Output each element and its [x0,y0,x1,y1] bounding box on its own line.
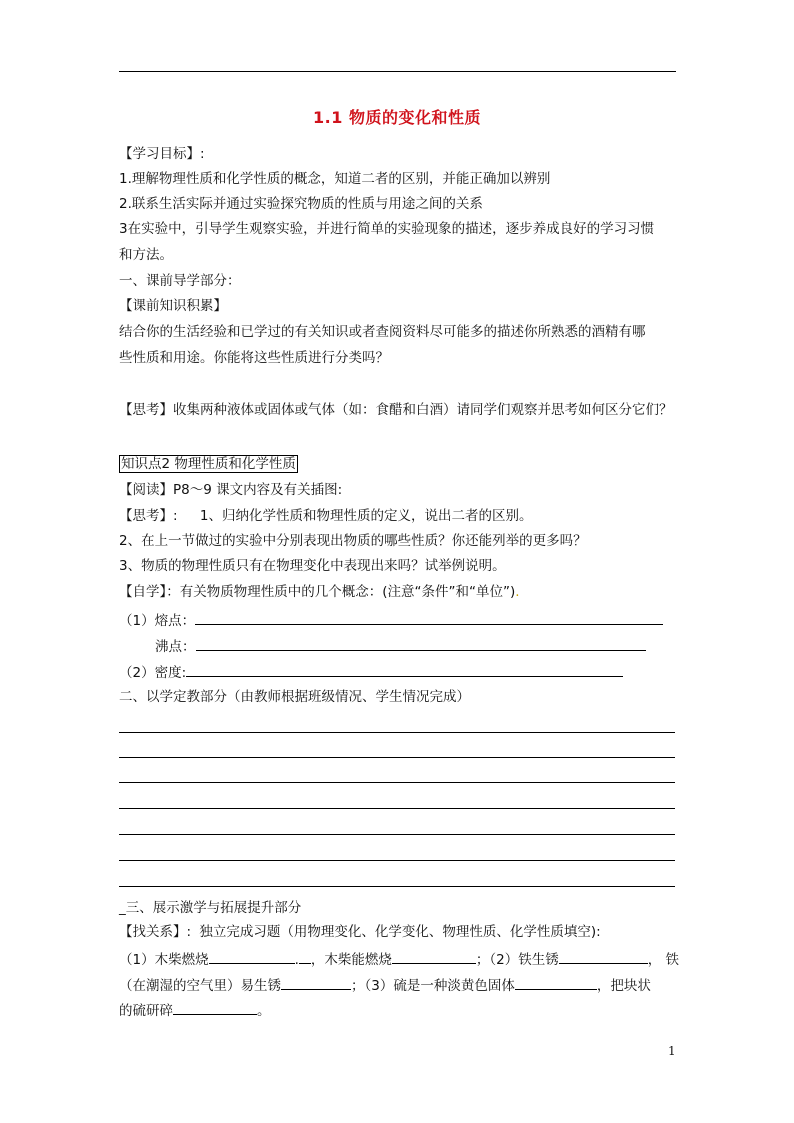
relation-line [119,923,601,941]
exercise-line-1 [119,949,679,969]
answer-rule[interactable] [119,834,675,835]
boiling-point-label: 沸点： [155,639,196,655]
knowledge-text: 结合你的生活经验和已学过的有关知识或者查阅资料尽可能多的描述你所熟悉的酒精有哪 [119,324,646,340]
exercise-text: ，木柴能燃烧 [310,952,392,968]
answer-blank[interactable] [299,949,311,964]
exercise-text: 。 [257,1003,271,1019]
answer-blank[interactable] [559,949,648,964]
reading-line: 【阅读】P8～9 课文内容及有关插图: [119,482,343,498]
answer-rule[interactable] [119,757,675,758]
melting-point-line [119,610,663,630]
page-number: 1 [668,1044,676,1058]
section1-heading: 一、课前导学部分： [119,273,241,289]
exercise-text: （在潮湿的空气里）易生锈 [119,978,281,994]
boiling-point-blank[interactable] [196,636,646,651]
page-title: 1.1 物质的变化和性质 [313,108,481,127]
objective-item: 1.理解物理性质和化学性质的概念，知道二者的区别，并能正确加以辨别 [119,171,551,187]
header-rule [119,71,676,72]
exercise-text: （1）木柴燃烧 [119,952,209,968]
answer-blank[interactable] [392,949,476,964]
answer-rule[interactable] [119,860,675,861]
exercise-line-2 [119,975,651,995]
answer-blank[interactable] [209,949,295,964]
answer-blank[interactable] [281,975,351,990]
answer-rule[interactable] [119,808,675,809]
self-study-text: 【自学】：有关物质物理性质中的几个概念：(注意“条件”和“单位”) [119,584,516,600]
knowledge-text: 些性质和用途。你能将这些性质进行分类吗？ [119,350,389,366]
exercise-text: 的硫研碎 [119,1003,173,1019]
knowledge-point-box [119,455,298,473]
think-line [119,507,532,525]
objective-item: 3在实验中，引导学生观察实验，并进行简单的实验现象的描述，逐步养成良好的学习习惯 [119,221,655,237]
exercise-text: ，把块状 [596,978,651,994]
section3-heading: _三、展示激学与拓展提升部分 [119,900,302,916]
exercise-text: ；（2）铁生锈 [475,952,559,968]
relation-text: 独立完成习题（用物理变化、化学变化、物理性质、化学性质填空): [199,924,601,940]
density-blank[interactable] [186,662,623,677]
exercise-line-3 [119,1000,271,1020]
self-study-dot: . [515,584,520,600]
exercise-text: ；（3）硫是一种淡黄色固体 [351,978,515,994]
melting-point-blank[interactable] [195,610,663,625]
objective-item: 和方法。 [119,247,173,263]
knowledge-heading: 【课前知识积累】 [119,298,227,314]
boiling-point-line [155,636,646,656]
think-item: 1、归纳化学性质和物理性质的定义，说出二者的区别。 [199,508,533,524]
think-item: 2、在上一节做过的实验中分别表现出物质的哪些性质？你还能列举的更多吗？ [119,533,587,549]
answer-rule[interactable] [119,886,675,887]
think-question: 【思考】收集两种液体或固体或气体（如：食醋和白酒）请同学们观察并思考如何区分它们？ [119,402,673,418]
answer-blank[interactable] [173,1000,257,1015]
relation-label: 【找关系】: [119,924,192,940]
self-study-line [119,583,520,601]
objectives-heading: 【学习目标】: [119,146,205,162]
density-label: （2）密度: [119,665,187,681]
answer-rule[interactable] [119,782,675,783]
density-line [119,662,623,682]
exercise-text: ， 铁 [647,952,680,968]
objective-item: 2.联系生活实际并通过实验探究物质的性质与用途之间的关系 [119,196,483,212]
melting-point-label: （1）熔点： [119,613,196,629]
section2-heading: 二、以学定教部分（由教师根据班级情况、学生情况完成） [119,689,470,705]
knowledge-point-label: 知识点2 物理性质和化学性质 [121,456,296,472]
think-label: 【思考】: [119,508,178,524]
answer-rule[interactable] [119,732,675,733]
exercise-mark: . [294,952,299,968]
answer-blank[interactable] [515,975,597,990]
think-item: 3、物质的物理性质只有在物理变化中表现出来吗？试举例说明。 [119,558,506,574]
